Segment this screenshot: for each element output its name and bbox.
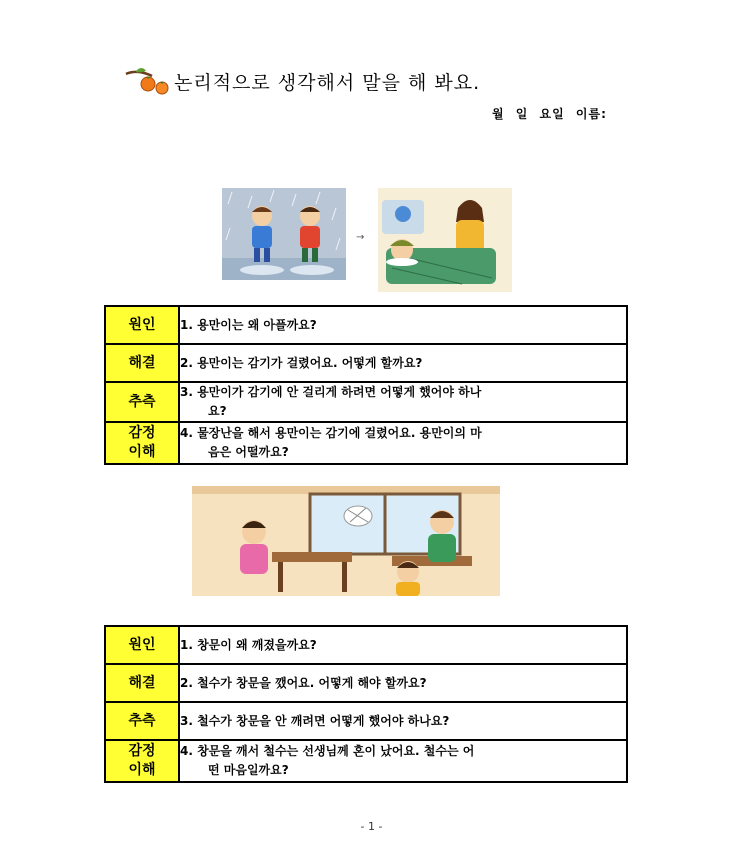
label-guess: 추측 (105, 382, 179, 422)
questions-table-window (104, 625, 628, 783)
table-row (105, 664, 627, 702)
question-text: 3. 용만이가 감기에 안 걸리게 하려면 어떻게 했어야 하나 요? (179, 382, 627, 422)
date-name-line: 월 일 요일 이름: (492, 107, 607, 121)
table-row (105, 740, 627, 782)
broken-window-classroom-illustration (192, 486, 500, 596)
page-number: - 1 - (360, 820, 383, 833)
questions-table-rain (104, 305, 628, 465)
label-guess: 추측 (105, 702, 179, 740)
label-solution: 해결 (105, 344, 179, 382)
question-text: 1. 창문이 왜 깨졌을까요? (179, 626, 627, 664)
rain-play-sick-illustration (222, 188, 512, 292)
label-emotion-understanding: 감정 이해 (105, 740, 179, 782)
question-text: 3. 철수가 창문을 안 깨려면 어떻게 했어야 하나요? (179, 702, 627, 740)
label-emotion-understanding: 감정 이해 (105, 422, 179, 464)
table-row (105, 306, 627, 344)
table-row (105, 344, 627, 382)
label-cause: 원인 (105, 626, 179, 664)
label-solution: 해결 (105, 664, 179, 702)
persimmon-branch-icon (124, 66, 172, 96)
question-text: 4. 물장난을 해서 용만이는 감기에 걸렸어요. 용만이의 마 음은 어떨까요? (179, 422, 627, 464)
table-row (105, 422, 627, 464)
question-text: 4. 창문을 깨서 철수는 선생님께 혼이 났어요. 철수는 어 떤 마음일까요? (179, 740, 627, 782)
question-text: 2. 용만이는 감기가 걸렸어요. 어떻게 할까요? (179, 344, 627, 382)
worksheet-header (124, 66, 480, 96)
label-cause: 원인 (105, 306, 179, 344)
question-text: 1. 용만이는 왜 아플까요? (179, 306, 627, 344)
question-text: 2. 철수가 창문을 깼어요. 어떻게 해야 할까요? (179, 664, 627, 702)
table-row (105, 702, 627, 740)
table-row (105, 626, 627, 664)
svg-text:→: → (356, 232, 365, 243)
worksheet-title: 논리적으로 생각해서 말을 해 봐요. (174, 71, 481, 94)
table-row (105, 382, 627, 422)
